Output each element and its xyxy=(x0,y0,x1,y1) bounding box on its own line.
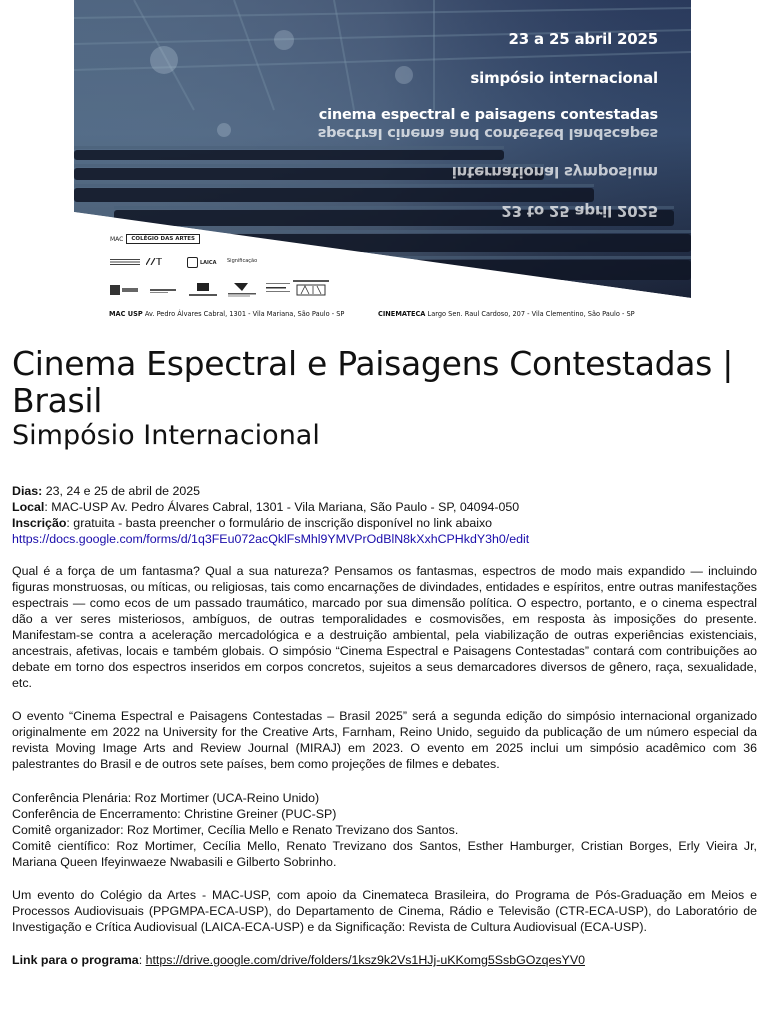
mac-logo-text: MAC xyxy=(110,235,124,243)
poster-date-pt: 23 a 25 abril 2025 xyxy=(508,30,658,48)
significacao-logo: Significação xyxy=(227,258,258,264)
scientific-committee: Comitê científico: Roz Mortimer, Cecília Mello, Renato Trevizano dos Santos, Esther Hamburger, Cristian Borges, Erly Vieira Jr, Mariana Queen Ifeyinwaeze Nwabasili e Gilberto Sobrinho. xyxy=(12,839,757,869)
event-info xyxy=(12,483,757,547)
page-subtitle: Simpósio Internacional xyxy=(12,420,320,451)
program-link-line: Link para o programa: https://drive.google.com/drive/folders/1ksz9k2Vs1HJj-uKKomg5SsbGOzqesYV0 xyxy=(12,953,585,967)
program-link[interactable]: https://drive.google.com/drive/folders/1ksz9k2Vs1HJj-uKKomg5SsbGOzqesYV0 xyxy=(145,953,585,967)
poster-date-en-mirrored: 23 to 25 april 2025 xyxy=(501,202,658,220)
poster-symposium-en-mirrored: international symposium xyxy=(451,163,658,181)
laica-logo: LAICA xyxy=(187,257,216,268)
info-local: Local: MAC-USP Av. Pedro Álvares Cabral, 1301 - Vila Mariana, São Paulo - SP, 04094-050 xyxy=(12,500,520,514)
closing-conference: Conferência de Encerramento: Christine Greiner (PUC-SP) xyxy=(12,807,337,821)
laica-icon xyxy=(187,257,198,268)
info-dias: Dias: 23, 24 e 25 de abril de 2025 xyxy=(12,484,201,498)
poster-title-pt: cinema espectral e paisagens contestadas xyxy=(318,107,658,123)
event-poster xyxy=(74,0,691,325)
info-inscricao: Inscrição: gratuita - basta preencher o formulário de inscrição disponível no link abaixo xyxy=(12,516,493,530)
committee-block xyxy=(12,790,757,870)
organizing-committee: Comitê organizador: Roz Mortimer, Cecília Mello e Renato Trevizano dos Santos. xyxy=(12,823,459,837)
registration-form-link[interactable]: https://docs.google.com/forms/d/1q3FEu072acQklFsMhl9YMVPrOdBlN8kXxhCPHkdY3h0/edit xyxy=(12,532,530,546)
address-cinemateca: CINEMATECA Largo Sen. Raul Cardoso, 207 - Vila Clementino, São Paulo - SP xyxy=(378,310,635,318)
poster-title-en-mirrored: spectral cinema and contested landscapes xyxy=(317,125,658,141)
address-mac-usp: MAC USP Av. Pedro Álvares Cabral, 1301 - Vila Mariana, São Paulo - SP xyxy=(109,310,345,318)
poster-symposium-pt: simpósio internacional xyxy=(470,69,658,87)
sponsors-paragraph: Um evento do Colégio da Artes - MAC-USP, com apoio da Cinemateca Brasileira, do Programa de Pós-Graduação em Meios e Processos Audiovisuais (PPGMPA-ECA-USP), do Departamento de Cinema, Rádio e Televisão (CTR-ECA-USP), do Laboratório de Investigação e Crítica Audiovisual (LAICA-ECA-USP) e da Significação: Revista de Cultura Audiovisual (ECA-USP). xyxy=(12,888,757,934)
page-title: Cinema Espectral e Paisagens Contestadas | Brasil xyxy=(12,344,734,420)
plenary-conference: Conferência Plenária: Roz Mortimer (UCA-Reino Unido) xyxy=(12,791,320,805)
logo-colegio-das-artes xyxy=(110,234,200,244)
intro-paragraph: Qual é a força de um fantasma? Qual a sua natureza? Pensamos os fantasmas, espectros de modo mais expandido — incluindo figuras monstruosas, ou míticas, ou religiosas, tais como encarnações de divindades, entidades e espíritos, entre outras manifestações espectrais — como ecos de um passado traumático, marcado por sua dimensão política. O espectro, portanto, e o cinema espectral dão a ver seres misteriosos, ambíguos, de outras temporalidades e cosmovisões, em resposta às imposições do presente. Manifestam-se contra a aceleração mercadológica e a destruição ambiental, pela viabilização de outras experiências existenciais, ancestrais, afetivas, locais e também globais. O simpósio “Cinema Espectral e Paisagens Contestadas” contará com contribuições ao debate em torno dos espectros inseridos em corpos concretos, sujeitos a seus demarcadores diversos de gênero, raça, sexualidade, etc. xyxy=(12,564,757,690)
program-link-label: Link para o programa xyxy=(12,953,139,967)
event-history-paragraph: O evento “Cinema Espectral e Paisagens Contestadas – Brasil 2025” será a segunda edição do simpósio internacional organizado originalmente em 2022 na University for the Creative Arts, Farnham, Reino Unido, seguido da publicação de um número especial da revista Moving Image Arts and Review Journal (MIRAJ) em 2023. O evento em 2025 inclui um simpósio acadêmico com 36 palestrantes do Brasil e de outros sete países, bem como projeções de filmes e debates. xyxy=(12,709,757,771)
colegio-logo-text: COLÉGIO DAS ARTES xyxy=(126,234,200,244)
